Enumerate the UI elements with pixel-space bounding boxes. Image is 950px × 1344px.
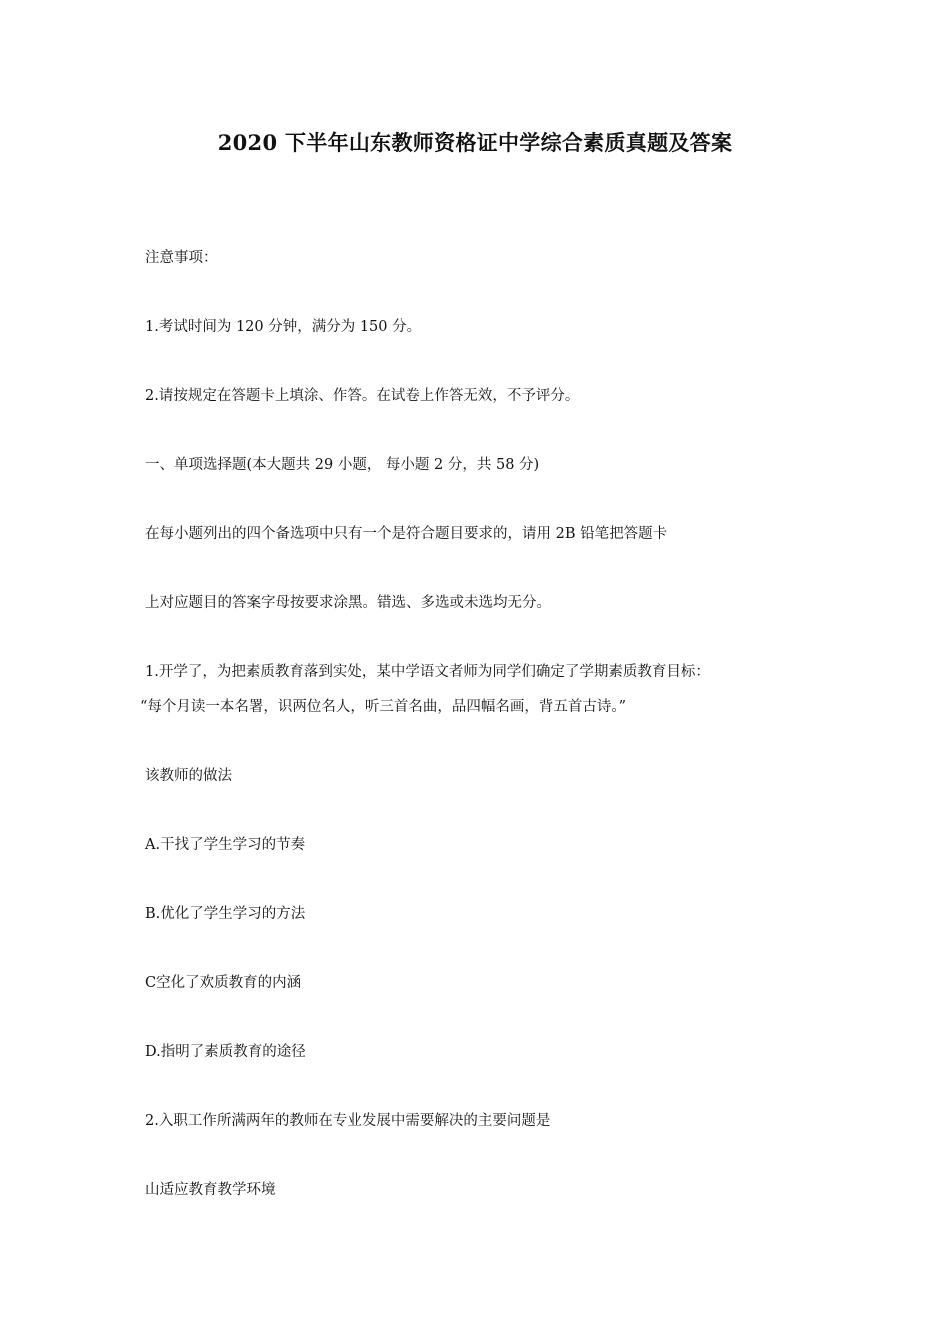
section-instruction: 在每小题列出的四个备选项中只有一个是符合题目要求的，请用 2B 铅笔把答题卡 [145, 526, 668, 542]
question-1-option-c: C空化了欢质教育的内涵 [145, 975, 302, 991]
section-instruction: 上对应题目的答案字母按要求涂黑。错选、多选或未选均无分。 [145, 595, 551, 611]
document-title: 2020 下半年山东教师资格证中学综合素质真题及答案 [217, 130, 733, 155]
question-1-option-a: A.干找了学生学习的节奏 [145, 837, 306, 853]
question-1-quote: “每个月读一本名署，识两位名人，听三首名曲，品四幅名画，背五首古诗。” [140, 699, 627, 715]
notice-item: 2.请按规定在答题卡上填涂、作答。在试卷上作答无效，不予评分。 [145, 388, 580, 404]
question-1-option-d: D.指明了素质教育的途径 [145, 1044, 306, 1060]
section-heading: 一、单项选择题(本大题共 29 小题， 每小题 2 分，共 58 分) [145, 457, 540, 473]
notice-heading: 注意事项： [145, 250, 218, 266]
question-2-stem: 2.入职工作所满两年的教师在专业发展中需要解决的主要问题是 [145, 1113, 551, 1129]
question-1-prompt: 该教师的做法 [145, 768, 232, 784]
question-1-stem: 1.开学了，为把素质教育落到实处，某中学语文者师为同学们确定了学期素质教育目标： [145, 664, 710, 680]
notice-item: 1.考试时间为 120 分钟，满分为 150 分。 [145, 319, 422, 335]
question-2-option-a: 山适应教育教学环境 [145, 1182, 276, 1198]
question-1-option-b: B.优化了学生学习的方法 [145, 906, 306, 922]
